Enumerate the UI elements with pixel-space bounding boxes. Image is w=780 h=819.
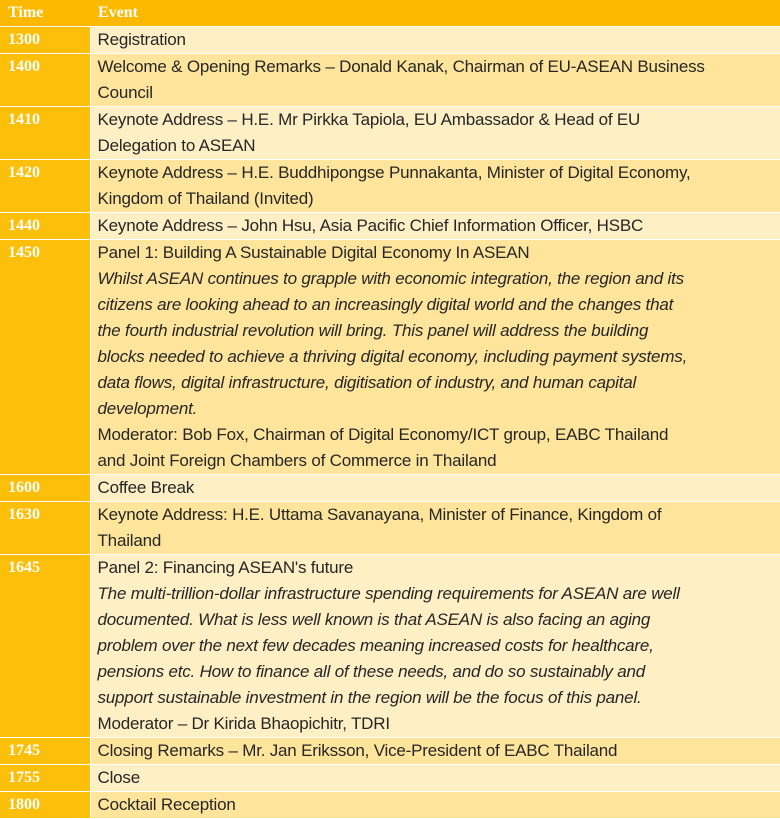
- panel-description-line: pensions etc. How to finance all of these needs, and do so sustainably and: [97, 662, 646, 681]
- event-cell: [90, 240, 780, 475]
- event-text: Keynote Address – H.E. Mr Pirkka Tapiola, EU Ambassador & Head of EU: [97, 110, 641, 129]
- event-cell: [90, 107, 780, 160]
- table-row: [0, 213, 780, 240]
- panel-description-line: development.: [97, 399, 198, 418]
- event-cell: [90, 213, 780, 240]
- time-cell: 1410: [0, 107, 90, 160]
- panel-moderator: Moderator – Dr Kirida Bhaopichitr, TDRI: [97, 714, 390, 733]
- event-text: Council: [97, 83, 153, 102]
- panel-description-line: blocks needed to achieve a thriving digital economy, including payment systems,: [97, 347, 688, 366]
- panel-description-line: support sustainable investment in the region will be the focus of this panel.: [97, 688, 642, 707]
- time-cell: 1600: [0, 475, 90, 502]
- event-text: Cocktail Reception: [97, 795, 236, 814]
- event-cell: [90, 765, 780, 792]
- table-row: [0, 160, 780, 213]
- event-text: Keynote Address – H.E. Buddhipongse Punnakanta, Minister of Digital Economy,: [97, 163, 691, 182]
- event-text: Coffee Break: [97, 478, 195, 497]
- panel-moderator: and Joint Foreign Chambers of Commerce in Thailand: [97, 451, 497, 470]
- time-cell: 1800: [0, 792, 90, 819]
- table-row: [0, 240, 780, 475]
- event-cell: [90, 160, 780, 213]
- table-row: [0, 555, 780, 738]
- table-row: [0, 475, 780, 502]
- time-cell: 1450: [0, 240, 90, 475]
- time-cell: 1630: [0, 502, 90, 555]
- table-row: [0, 107, 780, 160]
- time-cell: 1755: [0, 765, 90, 792]
- panel-description-line: Whilst ASEAN continues to grapple with economic integration, the region and its: [97, 269, 684, 288]
- event-text: Close: [97, 768, 140, 787]
- event-text: Keynote Address – John Hsu, Asia Pacific Chief Information Officer, HSBC: [97, 216, 644, 235]
- table-row: [0, 738, 780, 765]
- time-cell: 1400: [0, 54, 90, 107]
- event-text: Welcome & Opening Remarks – Donald Kanak, Chairman of EU-ASEAN Business: [97, 57, 705, 76]
- panel-title: Panel 2: Financing ASEAN's future: [97, 558, 354, 577]
- event-cell: [90, 555, 780, 738]
- event-cell: [90, 54, 780, 107]
- time-header: Time: [0, 0, 90, 27]
- panel-description-line: citizens are looking ahead to an increasingly digital world and the changes that: [97, 295, 674, 314]
- event-text: Keynote Address: H.E. Uttama Savanayana, Minister of Finance, Kingdom of: [97, 505, 662, 524]
- event-header: Event: [90, 0, 780, 27]
- table-row: [0, 502, 780, 555]
- event-cell: [90, 502, 780, 555]
- panel-description-line: documented. What is less well known is that ASEAN is also facing an aging: [97, 610, 651, 629]
- time-cell: 1745: [0, 738, 90, 765]
- panel-description-line: data flows, digital infrastructure, digitisation of industry, and human capital: [97, 373, 637, 392]
- table-row: [0, 792, 780, 819]
- time-cell: 1645: [0, 555, 90, 738]
- table-row: [0, 765, 780, 792]
- panel-title: Panel 1: Building A Sustainable Digital Economy In ASEAN: [97, 243, 530, 262]
- time-cell: 1440: [0, 213, 90, 240]
- header-row: [0, 0, 780, 27]
- panel-description-line: problem over the next few decades meaning increased costs for healthcare,: [97, 636, 654, 655]
- event-text: Closing Remarks – Mr. Jan Eriksson, Vice-President of EABC Thailand: [97, 741, 618, 760]
- event-text: Delegation to ASEAN: [97, 136, 256, 155]
- event-text: Kingdom of Thailand (Invited): [97, 189, 314, 208]
- event-text: Registration: [97, 30, 186, 49]
- panel-moderator: Moderator: Bob Fox, Chairman of Digital Economy/ICT group, EABC Thailand: [97, 425, 669, 444]
- table-row: [0, 54, 780, 107]
- table-row: [0, 27, 780, 54]
- panel-description-line: The multi-trillion-dollar infrastructure spending requirements for ASEAN are well: [97, 584, 680, 603]
- event-cell: [90, 792, 780, 819]
- panel-description-line: the fourth industrial revolution will bring. This panel will address the building: [97, 321, 649, 340]
- event-cell: [90, 738, 780, 765]
- time-cell: 1420: [0, 160, 90, 213]
- event-cell: [90, 475, 780, 502]
- event-text: Thailand: [97, 531, 162, 550]
- event-cell: [90, 27, 780, 54]
- time-cell: 1300: [0, 27, 90, 54]
